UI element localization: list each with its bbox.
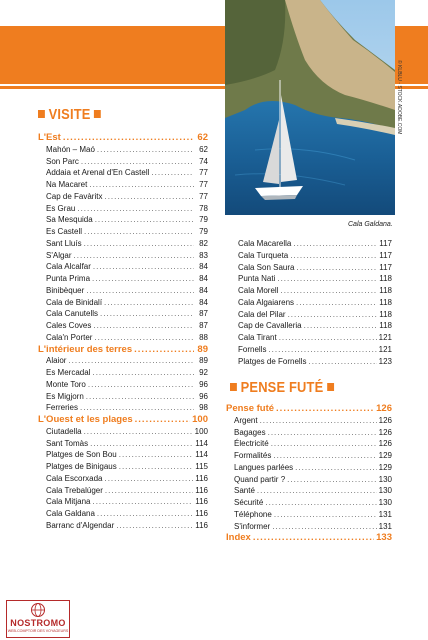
toc-entry[interactable] [226,415,392,427]
toc-index-heading[interactable] [226,532,392,544]
toc-entry[interactable] [38,285,208,297]
toc-entry[interactable] [38,438,208,450]
leader-dots [287,474,377,486]
leader-dots [74,250,194,262]
toc-label: Sant Lluís [46,238,82,248]
toc-label: Électricité [234,439,269,449]
leader-dots [92,496,193,508]
page-number: 116 [195,497,208,507]
toc-entry[interactable] [38,379,208,391]
leader-dots [77,203,194,215]
toc-label: Binibèquer [46,285,85,295]
toc-label: Cala Macarella [238,239,292,248]
page-number: 79 [199,227,208,236]
page-number: 118 [379,321,392,331]
leader-dots [92,273,194,285]
leader-dots [274,509,377,521]
toc-label: Cala Alcalfar [46,262,91,272]
toc-label: Es Mercadal [46,368,91,377]
toc-entry[interactable] [226,521,392,533]
toc-entry[interactable] [230,285,392,297]
leader-dots [151,167,194,179]
leader-dots [104,297,194,309]
toc-entry[interactable] [226,450,392,462]
toc-label: Cala Escorxada [46,473,103,483]
toc-label: Es Migjorn [46,391,84,401]
leader-dots [68,355,194,367]
page-number: 126 [378,415,392,425]
toc-label: Cala Mitjana [46,497,91,507]
leader-dots [95,214,194,226]
leader-dots [89,179,194,191]
leader-dots [276,403,374,415]
page-number: 98 [199,403,208,413]
toc-label: Sa Mesquida [46,215,93,225]
toc-entry[interactable] [230,344,392,356]
page-number: 87 [199,321,208,330]
page-number: 126 [378,439,392,449]
leader-dots [308,356,376,368]
page-number: 118 [379,297,392,307]
toc-label: Cala Trebalúger [46,485,103,495]
leader-dots [260,415,377,427]
toc-entry[interactable] [38,320,208,332]
page-number: 129 [378,462,392,472]
page-number: 96 [199,379,208,389]
toc-entry[interactable] [38,461,208,473]
toc-label: Cales Coves [46,321,92,330]
leader-dots [293,238,377,250]
leader-dots [134,344,194,356]
page-number: 77 [199,168,208,178]
toc-label: Platges de Fornells [238,356,307,366]
toc-label: Ferreries [46,403,79,413]
toc-label: Index [226,532,251,544]
toc-entry[interactable] [38,238,208,250]
toc-label: Cap de Favàritx [46,191,103,201]
toc-entry[interactable] [226,462,392,474]
page-number: 117 [379,262,392,272]
toc-label: Addaia et Arenal d'En Castell [46,168,150,178]
toc-label: Mahón – Maó [46,144,95,154]
toc-entry[interactable] [230,273,392,285]
leader-dots [296,297,377,309]
page-number: 84 [199,262,208,272]
leader-dots [84,238,194,250]
logo-subtitle: WEB-COMPTOIR DES VOYAGEURS [7,629,69,633]
toc-section-heading[interactable] [38,132,208,144]
leader-dots [304,320,378,332]
toc-entry[interactable] [226,427,392,439]
toc-label: Santé [234,486,255,496]
leader-dots [135,414,190,426]
toc-entry[interactable] [226,485,392,497]
toc-section-heading[interactable] [38,344,208,356]
leader-dots [119,449,194,461]
toc-entry[interactable] [230,320,392,332]
page-number: 121 [378,333,392,342]
page-number: 116 [195,485,208,495]
page-number: 100 [192,414,208,425]
page-number: 118 [379,286,392,295]
page-number: 118 [379,309,392,319]
toc-label: S'Algar [46,250,72,260]
page-number: 79 [199,215,208,225]
leader-dots [288,309,378,321]
leader-dots [100,308,194,320]
toc-entry[interactable] [38,391,208,403]
toc-label: Son Parc [46,156,79,166]
toc-label: Langues parlées [234,462,294,472]
pense-title-text: PENSE FUTÉ [240,379,324,396]
leader-dots [97,144,194,156]
toc-label: Alaior [46,356,67,366]
toc-label: Ciutadella [46,426,82,436]
page-number: 114 [195,450,208,460]
leader-dots [90,438,193,450]
leader-dots [257,485,377,497]
page-number: 92 [199,368,208,377]
toc-entry[interactable] [38,203,208,215]
toc-label: Bagages [234,427,266,437]
page-number: 116 [195,520,208,530]
page-number: 78 [199,203,208,213]
toc-entry[interactable] [38,473,208,485]
page-number: 118 [379,274,392,284]
leader-dots [93,261,194,273]
leader-dots [63,132,194,144]
toc-entry[interactable] [38,261,208,273]
toc-label: Cala Turqueta [238,250,289,260]
page-number: 117 [379,250,392,260]
toc-label: L'Ouest et les plages [38,414,133,425]
leader-dots [84,226,194,238]
leader-dots [84,426,193,438]
toc-label: Na Macaret [46,180,88,189]
page-number: 82 [199,238,208,248]
page-number: 84 [199,297,208,307]
toc-label: L'intérieur des terres [38,343,133,355]
toc-label: Argent [234,415,258,425]
page-number: 121 [378,344,392,354]
toc-entry[interactable] [226,474,392,486]
leader-dots [273,450,376,462]
page-number: 89 [197,343,208,355]
orange-square-icon [94,110,101,118]
toc-label: Platges de Binigaus [46,462,117,471]
page-number: 133 [376,532,392,544]
toc-entry[interactable] [38,485,208,497]
page-number: 116 [195,509,208,518]
page-number: 114 [195,438,208,448]
toc-label: Cap de Cavalleria [238,321,302,331]
orange-square-icon [230,383,237,391]
toc-entry[interactable] [230,238,392,250]
toc-label: Cala'n Porter [46,332,93,342]
toc-entry[interactable] [38,144,208,156]
toc-right-column [230,238,392,367]
leader-dots [272,521,376,533]
leader-dots [105,485,193,497]
page-number: 62 [199,144,208,154]
photo-caption: Cala Galdana. [348,221,393,228]
toc-label: Fornells [238,344,267,354]
toc-label: Cala Tirant [238,333,277,342]
leader-dots [86,285,194,297]
toc-entry[interactable] [226,509,392,521]
pense-section-title [230,379,334,396]
toc-label: Formalités [234,451,272,460]
toc-label: Cala Canutells [46,309,99,319]
page-number: 84 [199,285,208,295]
page-number: 117 [379,239,392,248]
globe-icon [29,602,47,618]
toc-entry[interactable] [226,438,392,450]
toc-entry[interactable] [38,332,208,344]
page-number: 87 [199,309,208,319]
page-number: 77 [199,191,208,201]
leader-dots [280,285,377,297]
cala-galdana-photo [225,0,395,215]
toc-entry[interactable] [38,167,208,179]
logo-name: NOSTROMO [10,618,66,628]
toc-label: Pense futé [226,403,275,414]
toc-entry[interactable] [230,309,392,321]
toc-entry[interactable] [38,520,208,532]
toc-entry[interactable] [230,356,392,368]
leader-dots [268,344,376,356]
toc-label: Es Grau [46,203,76,213]
leader-dots [265,497,376,509]
toc-entry[interactable] [230,250,392,262]
page-number: 83 [199,250,208,260]
page-number: 126 [378,427,392,437]
toc-section-heading[interactable] [38,414,208,426]
leader-dots [268,427,377,439]
toc-entry[interactable] [38,449,208,461]
leader-dots [279,332,377,344]
toc-label: Punta Nati [238,274,276,284]
toc-label: Punta Prima [46,274,91,283]
leader-dots [92,367,194,379]
toc-label: Cala de Binidalí [46,297,103,307]
toc-entry[interactable] [38,508,208,520]
toc-entry[interactable] [38,273,208,285]
page-number: 129 [378,451,392,460]
page-number: 89 [199,356,208,366]
page-number: 115 [195,462,208,471]
leader-dots [88,379,194,391]
visite-section-title [38,106,101,123]
toc-label: Cala del Pilar [238,309,286,319]
toc-entry[interactable] [38,226,208,238]
leader-dots [104,191,194,203]
toc-label: Cala Galdana [46,509,95,518]
toc-pense-column [226,403,392,544]
page-number: 88 [199,332,208,342]
page-number: 96 [199,391,208,401]
toc-label: Quand partir ? [234,474,286,484]
page-number: 84 [199,274,208,283]
leader-dots [80,402,194,414]
leader-dots [86,391,194,403]
toc-label: Monte Toro [46,379,86,389]
toc-entry[interactable] [38,426,208,438]
toc-entry[interactable] [38,156,208,168]
leader-dots [93,320,194,332]
orange-square-icon [38,110,45,118]
toc-entry[interactable] [38,367,208,379]
visite-title-text: VISITE [48,106,91,123]
leader-dots [290,250,377,262]
toc-entry[interactable] [38,250,208,262]
toc-label: Sécurité [234,498,264,507]
toc-section-heading[interactable] [226,403,392,415]
leader-dots [116,520,193,532]
toc-entry[interactable] [38,297,208,309]
orange-square-icon [327,383,334,391]
toc-entry[interactable] [38,308,208,320]
page-number: 131 [378,521,392,531]
toc-label: Barranc d'Algendar [46,520,115,530]
leader-dots [253,532,374,544]
leader-dots [81,156,194,168]
leader-dots [295,462,376,474]
toc-label: Cala Morell [238,286,279,295]
toc-entry[interactable] [38,191,208,203]
toc-entry[interactable] [38,496,208,508]
leader-dots [296,262,377,274]
toc-label: Cala Son Saura [238,262,295,272]
photo-credit: © KLBLU - STOCK.ADOBE.COM [396,60,402,135]
toc-entry[interactable] [38,355,208,367]
page-number: 100 [194,426,208,436]
page-number: 130 [378,474,392,484]
toc-entry[interactable] [226,497,392,509]
leader-dots [271,438,377,450]
toc-label: Cala Algaiarens [238,297,295,307]
page-number: 116 [195,473,208,483]
toc-entry[interactable] [38,402,208,414]
page-number: 131 [378,509,392,519]
leader-dots [104,473,193,485]
toc-entry[interactable] [230,262,392,274]
page-number: 74 [199,156,208,166]
toc-label: Es Castell [46,227,83,236]
nostromo-logo [6,600,70,638]
toc-label: Platges de Son Bou [46,450,117,460]
toc-entry[interactable] [38,179,208,191]
leader-dots [94,332,194,344]
page-number: 130 [378,498,392,507]
toc-left-column [38,132,208,532]
toc-entry[interactable] [230,332,392,344]
toc-entry[interactable] [38,214,208,226]
page-number: 123 [378,356,392,366]
toc-label: Sant Tomàs [46,438,89,448]
toc-entry[interactable] [230,297,392,309]
leader-dots [277,273,377,285]
leader-dots [119,461,194,473]
leader-dots [97,508,193,520]
page-number: 126 [376,403,392,414]
toc-label: Téléphone [234,509,272,519]
page-number: 62 [197,132,208,143]
page-number: 130 [378,486,392,496]
page-number: 77 [199,180,208,189]
toc-label: L'Est [38,132,61,143]
toc-label: S'informer [234,521,271,531]
